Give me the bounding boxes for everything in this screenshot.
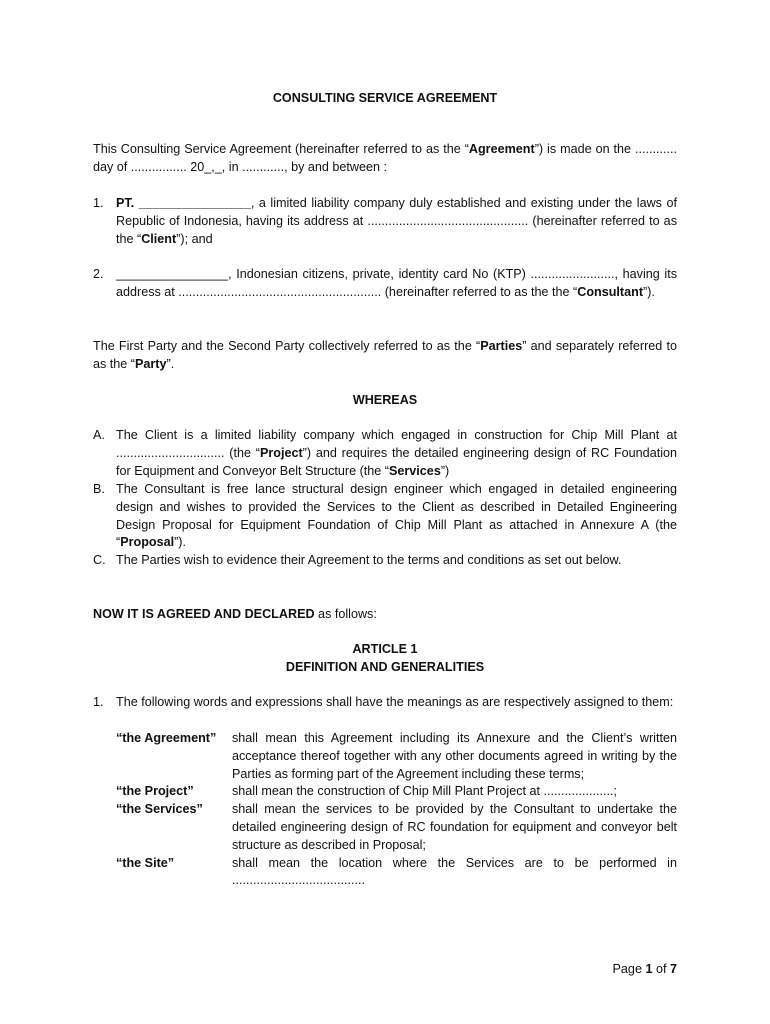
definition-row — [116, 855, 677, 891]
whereas-text: The Client is a limited liability company which engaged in construction for Chip Mill Plant at ............................... (the “Project”) and requires the detailed engineering design of RC Foundation for Equipment and Conveyor Belt Structure (the “Services”) — [116, 428, 677, 478]
definition-desc: shall mean the construction of Chip Mill Plant Project at ....................; — [232, 784, 617, 799]
party-item-2 — [93, 266, 677, 302]
whereas-letter: C. — [93, 553, 106, 567]
collective-paragraph: The First Party and the Second Party collectively referred to as the “Parties” and separately referred to as the “Party”. — [93, 339, 678, 371]
article-title: DEFINITION AND GENERALITIES — [285, 660, 485, 674]
definition-term: “the Site” — [116, 855, 175, 870]
current-page-number: 1 — [645, 962, 653, 976]
definition-row — [116, 783, 677, 801]
intro-paragraph: This Consulting Service Agreement (hereinafter referred to as the “Agreement”) is made on the ............ day of ................ 20_,_, in ............, by and between : — [93, 142, 677, 174]
party-number: 2. — [93, 267, 104, 281]
document-title: CONSULTING SERVICE AGREEMENT — [272, 91, 498, 105]
clause-text: The following words and expressions shall have the meanings as are respectively assigned to them: — [116, 695, 674, 709]
whereas-item-c — [93, 552, 677, 570]
whereas-item-b — [93, 481, 677, 552]
definition-desc: shall mean this Agreement including its Annexure and the Client’s written acceptance thereof together with any other documents agreed in writing by the Parties as forming part of the Agreement including these terms; — [232, 731, 677, 781]
total-pages-number: 7 — [669, 962, 677, 976]
party-item-1 — [93, 195, 677, 248]
definition-desc: shall mean the services to be provided by the Consultant to undertake the detailed engineering design of RC foundation for equipment and conveyor belt structure as described in Proposal; — [232, 802, 677, 852]
party-text: PT. ________________, a limited liability company duly established and existing under the laws of Republic of Indonesia, having its address at .............................................. (hereinafter referred to as the “Client”); and — [116, 196, 678, 246]
clause-1 — [93, 694, 677, 712]
definition-row — [116, 730, 677, 783]
agreed-paragraph: NOW IT IS AGREED AND DECLARED as follows: — [93, 607, 377, 621]
whereas-text: The Parties wish to evidence their Agreement to the terms and conditions as set out below. — [116, 553, 622, 567]
whereas-item-a — [93, 427, 677, 480]
party-number: 1. — [93, 196, 104, 210]
page-footer: Page 1 of 7 — [612, 962, 677, 976]
definitions-list — [116, 730, 677, 890]
definition-desc: shall mean the location where the Services are to be performed in ...................................... — [232, 855, 677, 888]
clause-number: 1. — [93, 695, 104, 709]
party-text: ________________, Indonesian citizens, private, identity card No (KTP) ........................, having its address at .......................................................... (hereinafter referred to as the the “Consultant”). — [116, 267, 677, 299]
whereas-letter: A. — [93, 428, 105, 442]
definition-term: “the Project” — [116, 784, 194, 799]
whereas-letter: B. — [93, 482, 105, 496]
definition-row — [116, 801, 677, 854]
whereas-heading: WHEREAS — [352, 393, 418, 407]
whereas-text: The Consultant is free lance structural design engineer which engaged in detailed engineering design and wishes to provided the Services to the Client as described in Detailed Engineering Design Proposal for Equipment Foundation of Chip Mill Plant as attached in Annexure A (the “Proposal”). — [116, 482, 677, 550]
definition-term: “the Services” — [116, 802, 203, 817]
definition-term: “the Agreement” — [116, 731, 217, 745]
article-number: ARTICLE 1 — [352, 642, 418, 656]
